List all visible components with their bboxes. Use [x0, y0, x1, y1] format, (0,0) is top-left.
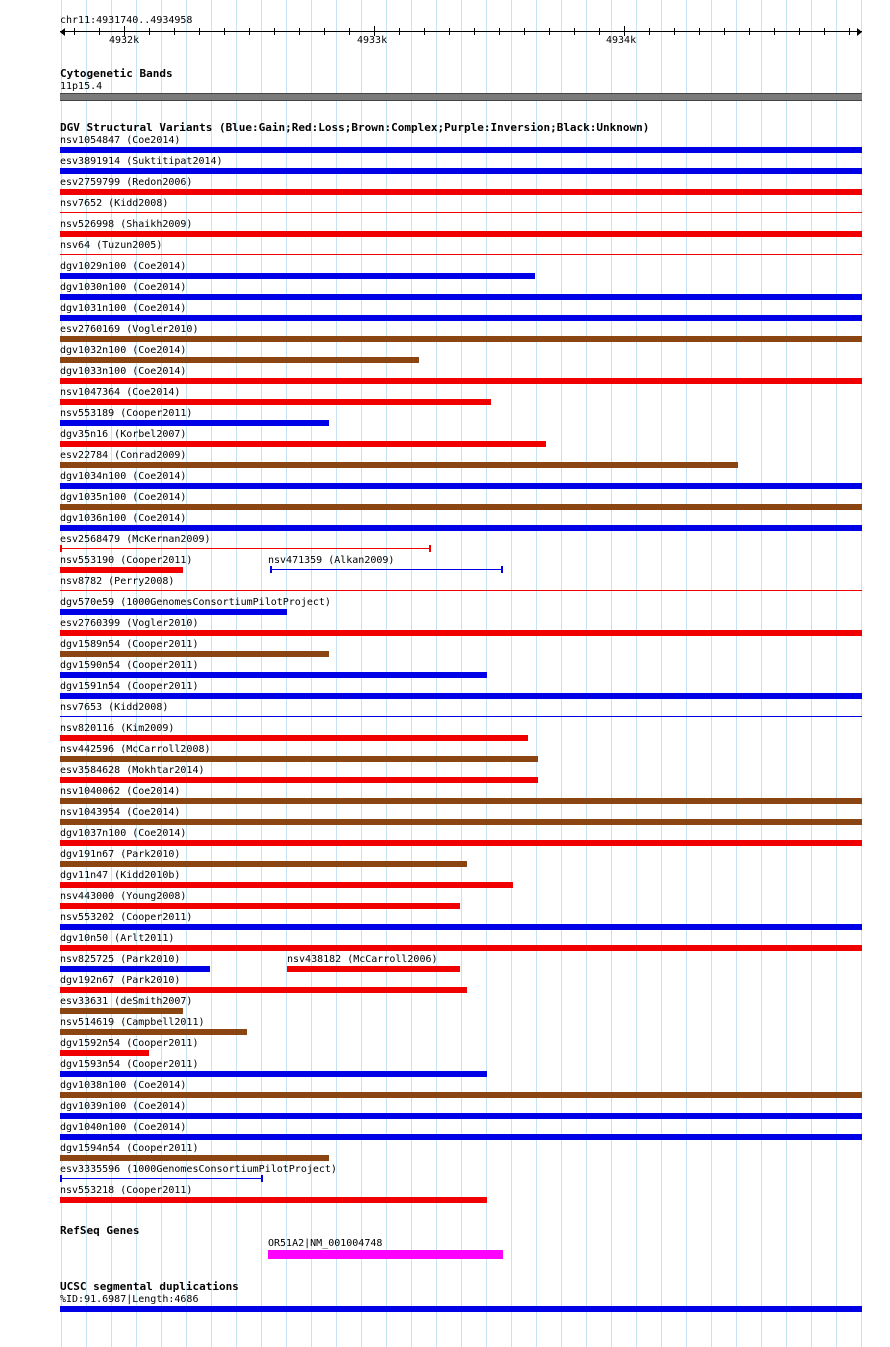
ruler-tick: [74, 28, 75, 35]
ruler-left-arrow-icon: [60, 28, 65, 36]
variant-label: dgv1038n100 (Coe2014): [60, 1080, 187, 1091]
variant-label: dgv1593n54 (Cooper2011): [60, 1059, 199, 1070]
variant-bar[interactable]: [60, 168, 862, 174]
variant-label: esv2760169 (Vogler2010): [60, 324, 199, 335]
gene-feature[interactable]: [268, 1250, 503, 1259]
ruler-tick: [499, 28, 500, 35]
variant-bar[interactable]: [60, 1134, 862, 1140]
variant-label: esv3584628 (Mokhtar2014): [60, 765, 205, 776]
variant-bar[interactable]: [60, 1071, 487, 1077]
ruler-tick: [249, 28, 250, 35]
grid-line: [661, 0, 662, 1347]
ruler-tick: [474, 28, 475, 35]
variant-label: esv2759799 (Redon2006): [60, 177, 193, 188]
variant-label: nsv64 (Tuzun2005): [60, 240, 163, 251]
variant-bar[interactable]: [60, 882, 513, 888]
variant-label: esv22784 (Conrad2009): [60, 450, 187, 461]
variant-bar[interactable]: [60, 378, 862, 384]
variant-label: esv3891914 (Suktitipat2014): [60, 156, 223, 167]
variant-bar[interactable]: [60, 1029, 247, 1035]
variant-bar[interactable]: [60, 525, 862, 531]
variant-bar[interactable]: [60, 254, 862, 255]
ruler-location: chr11:4931740..4934958: [60, 15, 193, 26]
ruler-tick: [524, 28, 525, 35]
ruler-tick: [574, 28, 575, 35]
variant-bar[interactable]: [60, 735, 528, 741]
variant-bar[interactable]: [60, 590, 862, 591]
variant-label: dgv1590n54 (Cooper2011): [60, 660, 199, 671]
segdup-feature[interactable]: [60, 1306, 862, 1312]
variant-bar[interactable]: [60, 420, 329, 426]
ruler-tick: [174, 28, 175, 35]
variant-bar[interactable]: [287, 966, 460, 972]
variant-label: nsv7653 (Kidd2008): [60, 702, 169, 713]
variant-end-cap: [261, 1175, 263, 1182]
variant-bar[interactable]: [60, 987, 467, 993]
variant-bar[interactable]: [60, 1008, 183, 1014]
variant-label: dgv1033n100 (Coe2014): [60, 366, 187, 377]
variant-label: dgv1034n100 (Coe2014): [60, 471, 187, 482]
variant-label: dgv570e59 (1000GenomesConsortiumPilotProject): [60, 597, 331, 608]
ruler-tick: [774, 28, 775, 35]
variant-label: dgv1031n100 (Coe2014): [60, 303, 187, 314]
variant-label: nsv1043954 (Coe2014): [60, 807, 181, 818]
ruler-tick: [449, 28, 450, 35]
variant-label: dgv1589n54 (Cooper2011): [60, 639, 199, 650]
ruler-tick: [824, 28, 825, 35]
variant-bar[interactable]: [60, 630, 862, 636]
ruler-tick: [99, 28, 100, 35]
variant-label: dgv1592n54 (Cooper2011): [60, 1038, 199, 1049]
variant-bar[interactable]: [60, 1197, 487, 1203]
variant-bar[interactable]: [60, 357, 419, 363]
grid-line: [511, 0, 512, 1347]
variant-label: nsv553202 (Cooper2011): [60, 912, 193, 923]
variant-label: dgv1591n54 (Cooper2011): [60, 681, 199, 692]
ruler-label-4933k: 4933k: [357, 35, 388, 46]
ruler-tick: [799, 28, 800, 35]
cytoband-label: 11p15.4: [60, 81, 103, 92]
variant-label: nsv1047364 (Coe2014): [60, 387, 181, 398]
variant-label: nsv7652 (Kidd2008): [60, 198, 169, 209]
grid-line: [686, 0, 687, 1347]
ruler-label-4932k: 4932k: [109, 35, 140, 46]
variant-bar[interactable]: [60, 651, 329, 657]
variant-bar[interactable]: [60, 567, 183, 573]
variant-bar[interactable]: [60, 840, 862, 846]
grid-line: [736, 0, 737, 1347]
cytoband-bar[interactable]: [60, 93, 862, 101]
variant-label: esv3335596 (1000GenomesConsortiumPilotProject): [60, 1164, 337, 1175]
variant-bar[interactable]: [60, 966, 210, 972]
variant-label: nsv438182 (McCarroll2006): [287, 954, 438, 965]
variant-bar[interactable]: [60, 1050, 149, 1056]
ruler-tick: [749, 28, 750, 35]
variant-bar[interactable]: [60, 819, 862, 825]
variant-bar[interactable]: [60, 336, 862, 342]
variant-label: nsv553190 (Cooper2011): [60, 555, 193, 566]
ruler-tick: [549, 28, 550, 35]
ruler-tick: [674, 28, 675, 35]
variant-label: dgv1039n100 (Coe2014): [60, 1101, 187, 1112]
grid-line: [861, 0, 862, 1347]
variant-label: dgv1594n54 (Cooper2011): [60, 1143, 199, 1154]
ruler-tick: [324, 28, 325, 35]
ruler-tick: [649, 28, 650, 35]
variant-label: dgv1035n100 (Coe2014): [60, 492, 187, 503]
variant-label: dgv10n50 (Arlt2011): [60, 933, 175, 944]
variant-bar[interactable]: [60, 147, 862, 153]
variant-bar[interactable]: [60, 924, 862, 930]
variant-bar[interactable]: [60, 315, 862, 321]
ruler-tick: [699, 28, 700, 35]
variant-bar[interactable]: [60, 462, 738, 468]
variant-label: dgv1029n100 (Coe2014): [60, 261, 187, 272]
variant-label: nsv825725 (Park2010): [60, 954, 181, 965]
variant-label: dgv191n67 (Park2010): [60, 849, 181, 860]
variant-end-cap: [60, 1175, 62, 1182]
ruler-tick: [224, 28, 225, 35]
variant-label: nsv526998 (Shaikh2009): [60, 219, 193, 230]
variant-bar[interactable]: [60, 231, 862, 237]
variant-label: nsv514619 (Campbell2011): [60, 1017, 205, 1028]
ruler-tick: [199, 28, 200, 35]
grid-line: [786, 0, 787, 1347]
variant-label: nsv1054847 (Coe2014): [60, 135, 181, 146]
variant-bar[interactable]: [60, 1113, 862, 1119]
variant-bar[interactable]: [60, 945, 862, 951]
ruler-tick: [274, 28, 275, 35]
dgv-track-title[interactable]: DGV Structural Variants (Blue:Gain;Red:Loss;Brown:Complex;Purple:Inversion;Black:Unknown): [60, 121, 650, 134]
variant-label: nsv442596 (McCarroll2008): [60, 744, 211, 755]
variant-bar[interactable]: [60, 399, 491, 405]
grid-line: [611, 0, 612, 1347]
grid-line: [536, 0, 537, 1347]
segdup-track-title[interactable]: UCSC segmental duplications: [60, 1280, 239, 1293]
variant-bar[interactable]: [60, 756, 538, 762]
variant-label: dgv1030n100 (Coe2014): [60, 282, 187, 293]
grid-line: [586, 0, 587, 1347]
ruler-tick: [349, 28, 350, 35]
variant-bar[interactable]: [60, 504, 862, 510]
variant-bar[interactable]: [60, 441, 546, 447]
variant-end-cap: [501, 566, 503, 573]
grid-line: [811, 0, 812, 1347]
variant-bar[interactable]: [270, 569, 503, 570]
variant-bar[interactable]: [60, 483, 862, 489]
variant-bar[interactable]: [60, 693, 862, 699]
ruler-tick: [849, 28, 850, 35]
variant-bar[interactable]: [60, 1092, 862, 1098]
variant-bar[interactable]: [60, 1178, 263, 1179]
variant-bar[interactable]: [60, 189, 862, 195]
variant-bar[interactable]: [60, 609, 287, 615]
ruler-scale: [60, 31, 862, 32]
ruler-tick: [599, 28, 600, 35]
grid-line: [836, 0, 837, 1347]
grid-line: [561, 0, 562, 1347]
variant-label: dgv1037n100 (Coe2014): [60, 828, 187, 839]
variant-label: nsv443000 (Young2008): [60, 891, 187, 902]
variant-bar[interactable]: [60, 548, 431, 549]
ruler-tick: [299, 28, 300, 35]
variant-label: dgv1032n100 (Coe2014): [60, 345, 187, 356]
variant-label: nsv820116 (Kim2009): [60, 723, 175, 734]
ruler-tick: [724, 28, 725, 35]
variant-label: dgv35n16 (Korbel2007): [60, 429, 187, 440]
variant-label: esv33631 (deSmith2007): [60, 996, 193, 1007]
variant-bar[interactable]: [60, 1155, 329, 1161]
variant-label: esv2760399 (Vogler2010): [60, 618, 199, 629]
variant-bar[interactable]: [60, 798, 862, 804]
variant-label: nsv1040062 (Coe2014): [60, 786, 181, 797]
variant-label: dgv192n67 (Park2010): [60, 975, 181, 986]
grid-line: [711, 0, 712, 1347]
variant-label: nsv553189 (Cooper2011): [60, 408, 193, 419]
variant-bar[interactable]: [60, 777, 538, 783]
grid-line: [636, 0, 637, 1347]
segdup-label: %ID:91.6987|Length:4686: [60, 1294, 199, 1305]
variant-label: dgv11n47 (Kidd2010b): [60, 870, 181, 881]
variant-label: esv2568479 (McKernan2009): [60, 534, 211, 545]
refseq-track-title[interactable]: RefSeq Genes: [60, 1224, 140, 1237]
variant-label: nsv471359 (Alkan2009): [268, 555, 395, 566]
variant-end-cap: [429, 545, 431, 552]
gene-label: OR51A2|NM_001004748: [268, 1238, 383, 1249]
variant-end-cap: [60, 545, 62, 552]
variant-bar[interactable]: [60, 294, 862, 300]
variant-bar[interactable]: [60, 212, 862, 213]
variant-label: dgv1036n100 (Coe2014): [60, 513, 187, 524]
variant-label: nsv553218 (Cooper2011): [60, 1185, 193, 1196]
ruler-tick: [424, 28, 425, 35]
grid-line: [761, 0, 762, 1347]
variant-bar[interactable]: [60, 672, 487, 678]
variant-bar[interactable]: [60, 903, 460, 909]
variant-label: nsv8782 (Perry2008): [60, 576, 175, 587]
variant-bar[interactable]: [60, 273, 535, 279]
ruler-right-arrow-icon: [857, 28, 862, 36]
cytoband-track-title[interactable]: Cytogenetic Bands: [60, 67, 173, 80]
ruler-label-4934k: 4934k: [606, 35, 637, 46]
variant-end-cap: [270, 566, 272, 573]
ruler-tick: [149, 28, 150, 35]
ruler-tick: [399, 28, 400, 35]
variant-bar[interactable]: [60, 716, 862, 717]
variant-label: dgv1040n100 (Coe2014): [60, 1122, 187, 1133]
variant-bar[interactable]: [60, 861, 467, 867]
